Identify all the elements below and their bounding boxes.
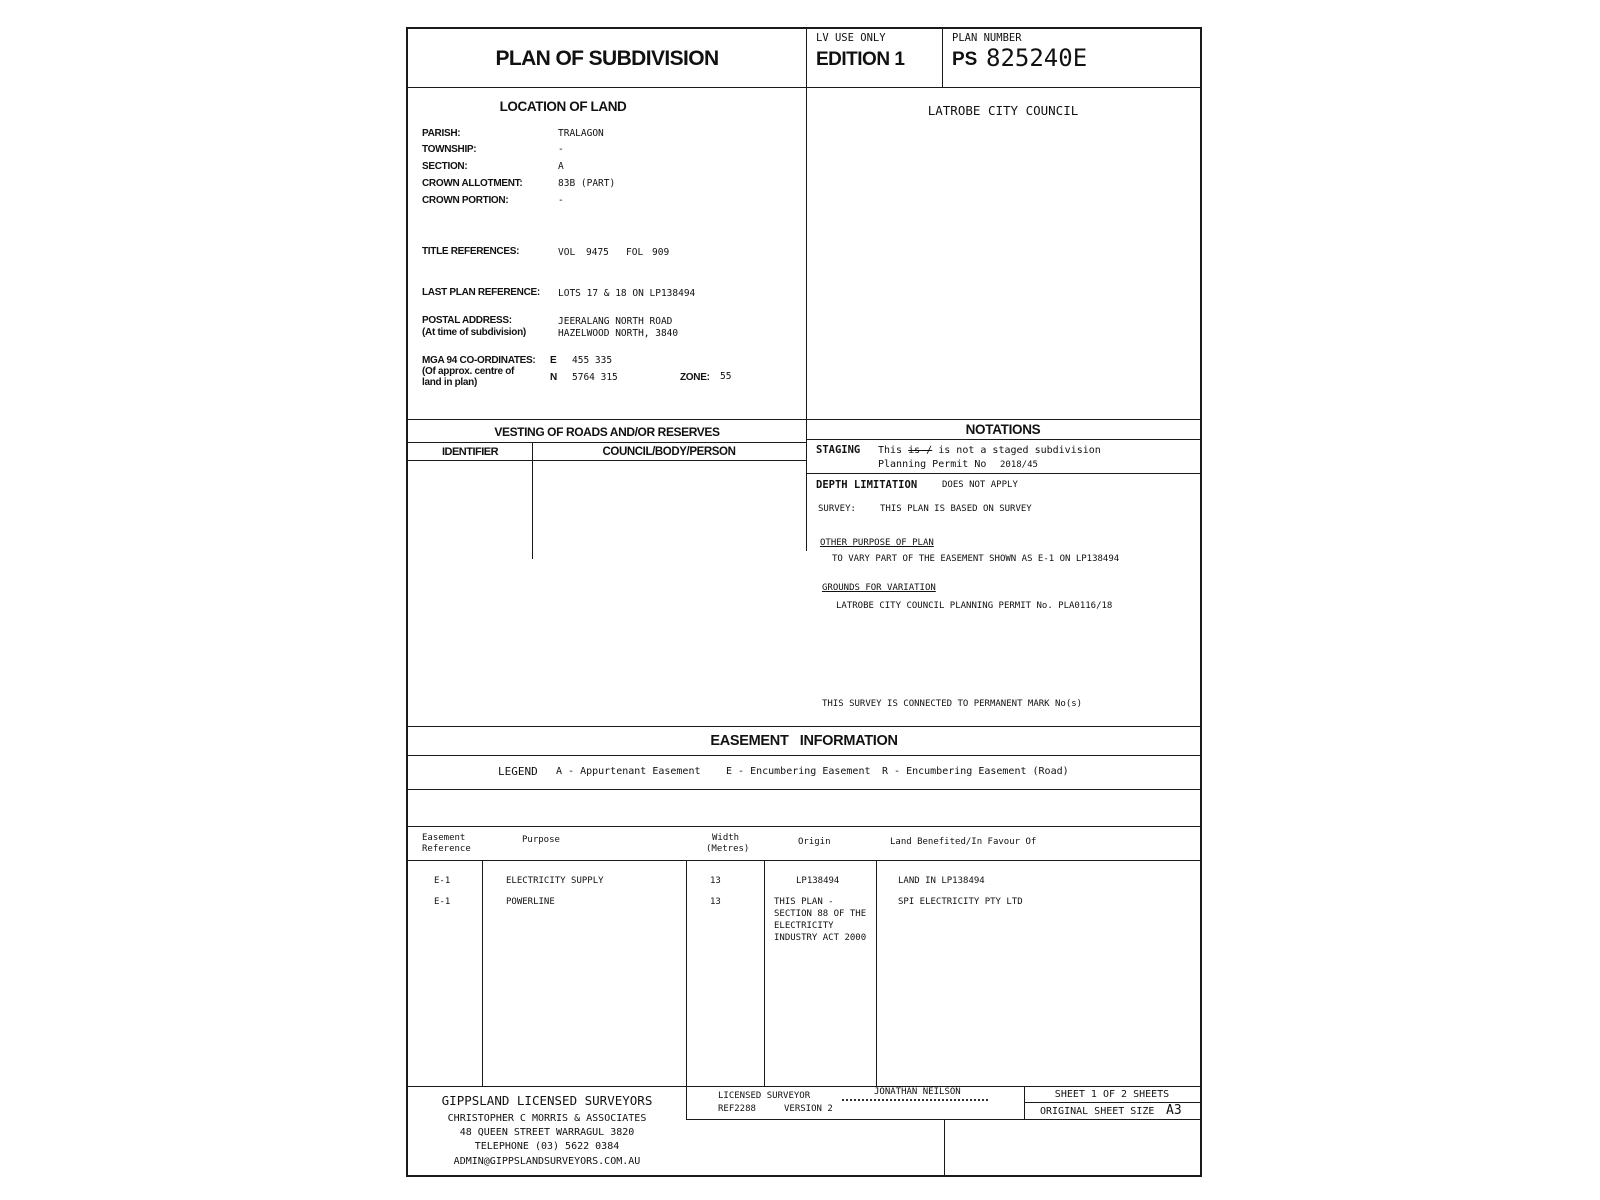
fol-label: FOL [626,247,644,258]
plan-number-label: PLAN NUMBER [952,32,1022,44]
vol-label: VOL [558,247,576,258]
legend-encumbering-road: R - Encumbering Easement (Road) [882,766,1069,777]
plan-number: 825240E [986,44,1088,72]
col-ref-2: Reference [422,844,471,854]
easement-row-2-width: 13 [710,897,721,907]
grounds-label: GROUNDS FOR VARIATION [822,583,936,593]
parish-label: PARISH: [422,128,461,139]
easement-heading-1: EASEMENT [710,733,789,749]
plan-prefix: PS [952,49,978,70]
vesting-col-council: COUNCIL/BODY/PERSON [602,446,736,458]
zone-value: 55 [720,371,732,382]
legend-label: LEGEND [498,765,538,778]
easement-row-1-ref: E-1 [434,876,451,886]
plan-title: PLAN OF SUBDIVISION [495,47,719,70]
section-label: SECTION: [422,161,468,172]
permanent-mark-note: THIS SURVEY IS CONNECTED TO PERMANENT MARK No(s) [822,699,1083,709]
original-sheet-size-label: ORIGINAL SHEET SIZE [1040,1106,1155,1117]
firm-name: GIPPSLAND LICENSED SURVEYORS [441,1093,653,1108]
col-ref-1: Easement [422,833,466,843]
licensed-surveyor-label: LICENSED SURVEYOR [718,1091,811,1101]
last-plan-value: LOTS 17 & 18 ON LP138494 [558,288,696,299]
surveyor-ref: REF2288 [718,1104,756,1114]
easting-label: E [550,355,557,366]
township-label: TOWNSHIP: [422,144,477,155]
crown-allotment-value: 83B (PART) [558,178,616,189]
crown-portion-value: - [558,195,564,206]
signature-dots [842,1099,988,1101]
firm-telephone: TELEPHONE (03) 5622 0384 [474,1141,620,1152]
survey-label: SURVEY: [818,504,856,514]
surveyor-name: JONATHAN NEILSON [874,1087,961,1097]
staging-rest: is not a staged subdivision [938,445,1101,456]
other-purpose-value: TO VARY PART OF THE EASEMENT SHOWN AS E-1 ON LP138494 [832,554,1120,564]
easement-row-2-ref: E-1 [434,897,451,907]
original-sheet-size: A3 [1166,1103,1182,1118]
depth-limitation-value: DOES NOT APPLY [942,480,1018,490]
legend-encumbering: E - Encumbering Easement [726,766,871,777]
section-value: A [558,161,564,172]
mga-sub-1: (Of approx. centre of [422,366,515,377]
zone-label: ZONE: [680,372,710,383]
last-plan-label: LAST PLAN REFERENCE: [422,287,540,298]
crown-allotment-label: CROWN ALLOTMENT: [422,178,523,189]
parish-value: TRALAGON [558,128,604,139]
easement-row-2-origin-2: SECTION 88 OF THE [774,909,867,919]
easement-row-2-origin-4: INDUSTRY ACT 2000 [774,933,867,943]
easement-row-1-width: 13 [710,876,721,886]
township-value: - [558,144,564,155]
vol-value: 9475 [586,247,609,258]
grounds-value: LATROBE CITY COUNCIL PLANNING PERMIT No. PLA0116/18 [836,601,1113,611]
staging-this: This [878,445,903,456]
legend-appurtenant: A - Appurtenant Easement [556,766,701,777]
easement-row-1-benefit: LAND IN LP138494 [898,876,985,886]
col-origin: Origin [798,837,831,847]
vesting-heading: VESTING OF ROADS AND/OR RESERVES [494,425,720,439]
postal-address-label: POSTAL ADDRESS: [422,315,512,326]
northing-value: 5764 315 [572,372,618,383]
location-heading: LOCATION OF LAND [499,99,627,114]
depth-limitation-label: DEPTH LIMITATION [816,479,918,491]
crown-portion-label: CROWN PORTION: [422,195,509,206]
staging-struck: is ∕ [908,445,933,456]
planning-permit-no: 2018/45 [1000,460,1038,470]
staging-label: STAGING [816,444,861,456]
lv-use-label: LV USE ONLY [816,32,886,44]
easement-row-2-origin-3: ELECTRICITY [774,921,834,931]
title-references-label: TITLE REFERENCES: [422,246,520,257]
survey-value: THIS PLAN IS BASED ON SURVEY [880,504,1032,514]
mga-sub-2: land in plan) [422,377,477,388]
northing-label: N [550,372,557,383]
mga-label: MGA 94 CO-ORDINATES: [422,355,536,366]
col-width-1: Width [712,833,740,843]
council-name: LATROBE CITY COUNCIL [927,103,1079,118]
easting-value: 455 335 [572,355,613,366]
fol-value: 909 [652,247,670,258]
staging-line [878,445,1101,456]
postal-line-1: JEERALANG NORTH ROAD [558,316,673,327]
postal-address-sub: (At time of subdivision) [422,327,526,338]
col-benefit: Land Benefited/In Favour Of [890,837,1037,847]
notations-heading: NOTATIONS [965,422,1041,437]
surveyor-version: VERSION 2 [784,1104,833,1114]
col-width-2: (Metres) [706,844,750,854]
easement-row-2-purpose: POWERLINE [506,897,555,907]
easement-heading-2: INFORMATION [799,733,898,749]
firm-address: 48 QUEEN STREET WARRAGUL 3820 [459,1127,635,1138]
col-purpose: Purpose [522,835,560,845]
planning-permit-label: Planning Permit No [878,459,987,470]
firm-email: ADMIN@GIPPSLANDSURVEYORS.COM.AU [453,1156,641,1167]
easement-row-2-origin-1: THIS PLAN - [774,897,834,907]
postal-line-2: HAZELWOOD NORTH, 3840 [558,328,679,339]
edition: EDITION 1 [816,49,905,70]
vesting-col-identifier: IDENTIFIER [441,446,499,458]
sheet-count: SHEET 1 OF 2 SHEETS [1054,1089,1170,1100]
easement-row-2-benefit: SPI ELECTRICITY PTY LTD [898,897,1023,907]
firm-associates: CHRISTOPHER C MORRIS & ASSOCIATES [447,1113,647,1124]
easement-heading [408,733,1200,749]
plan-sheet [406,27,1202,1177]
easement-row-1-purpose: ELECTRICITY SUPPLY [506,876,604,886]
easement-row-1-origin: LP138494 [796,876,840,886]
other-purpose-label: OTHER PURPOSE OF PLAN [820,538,934,548]
